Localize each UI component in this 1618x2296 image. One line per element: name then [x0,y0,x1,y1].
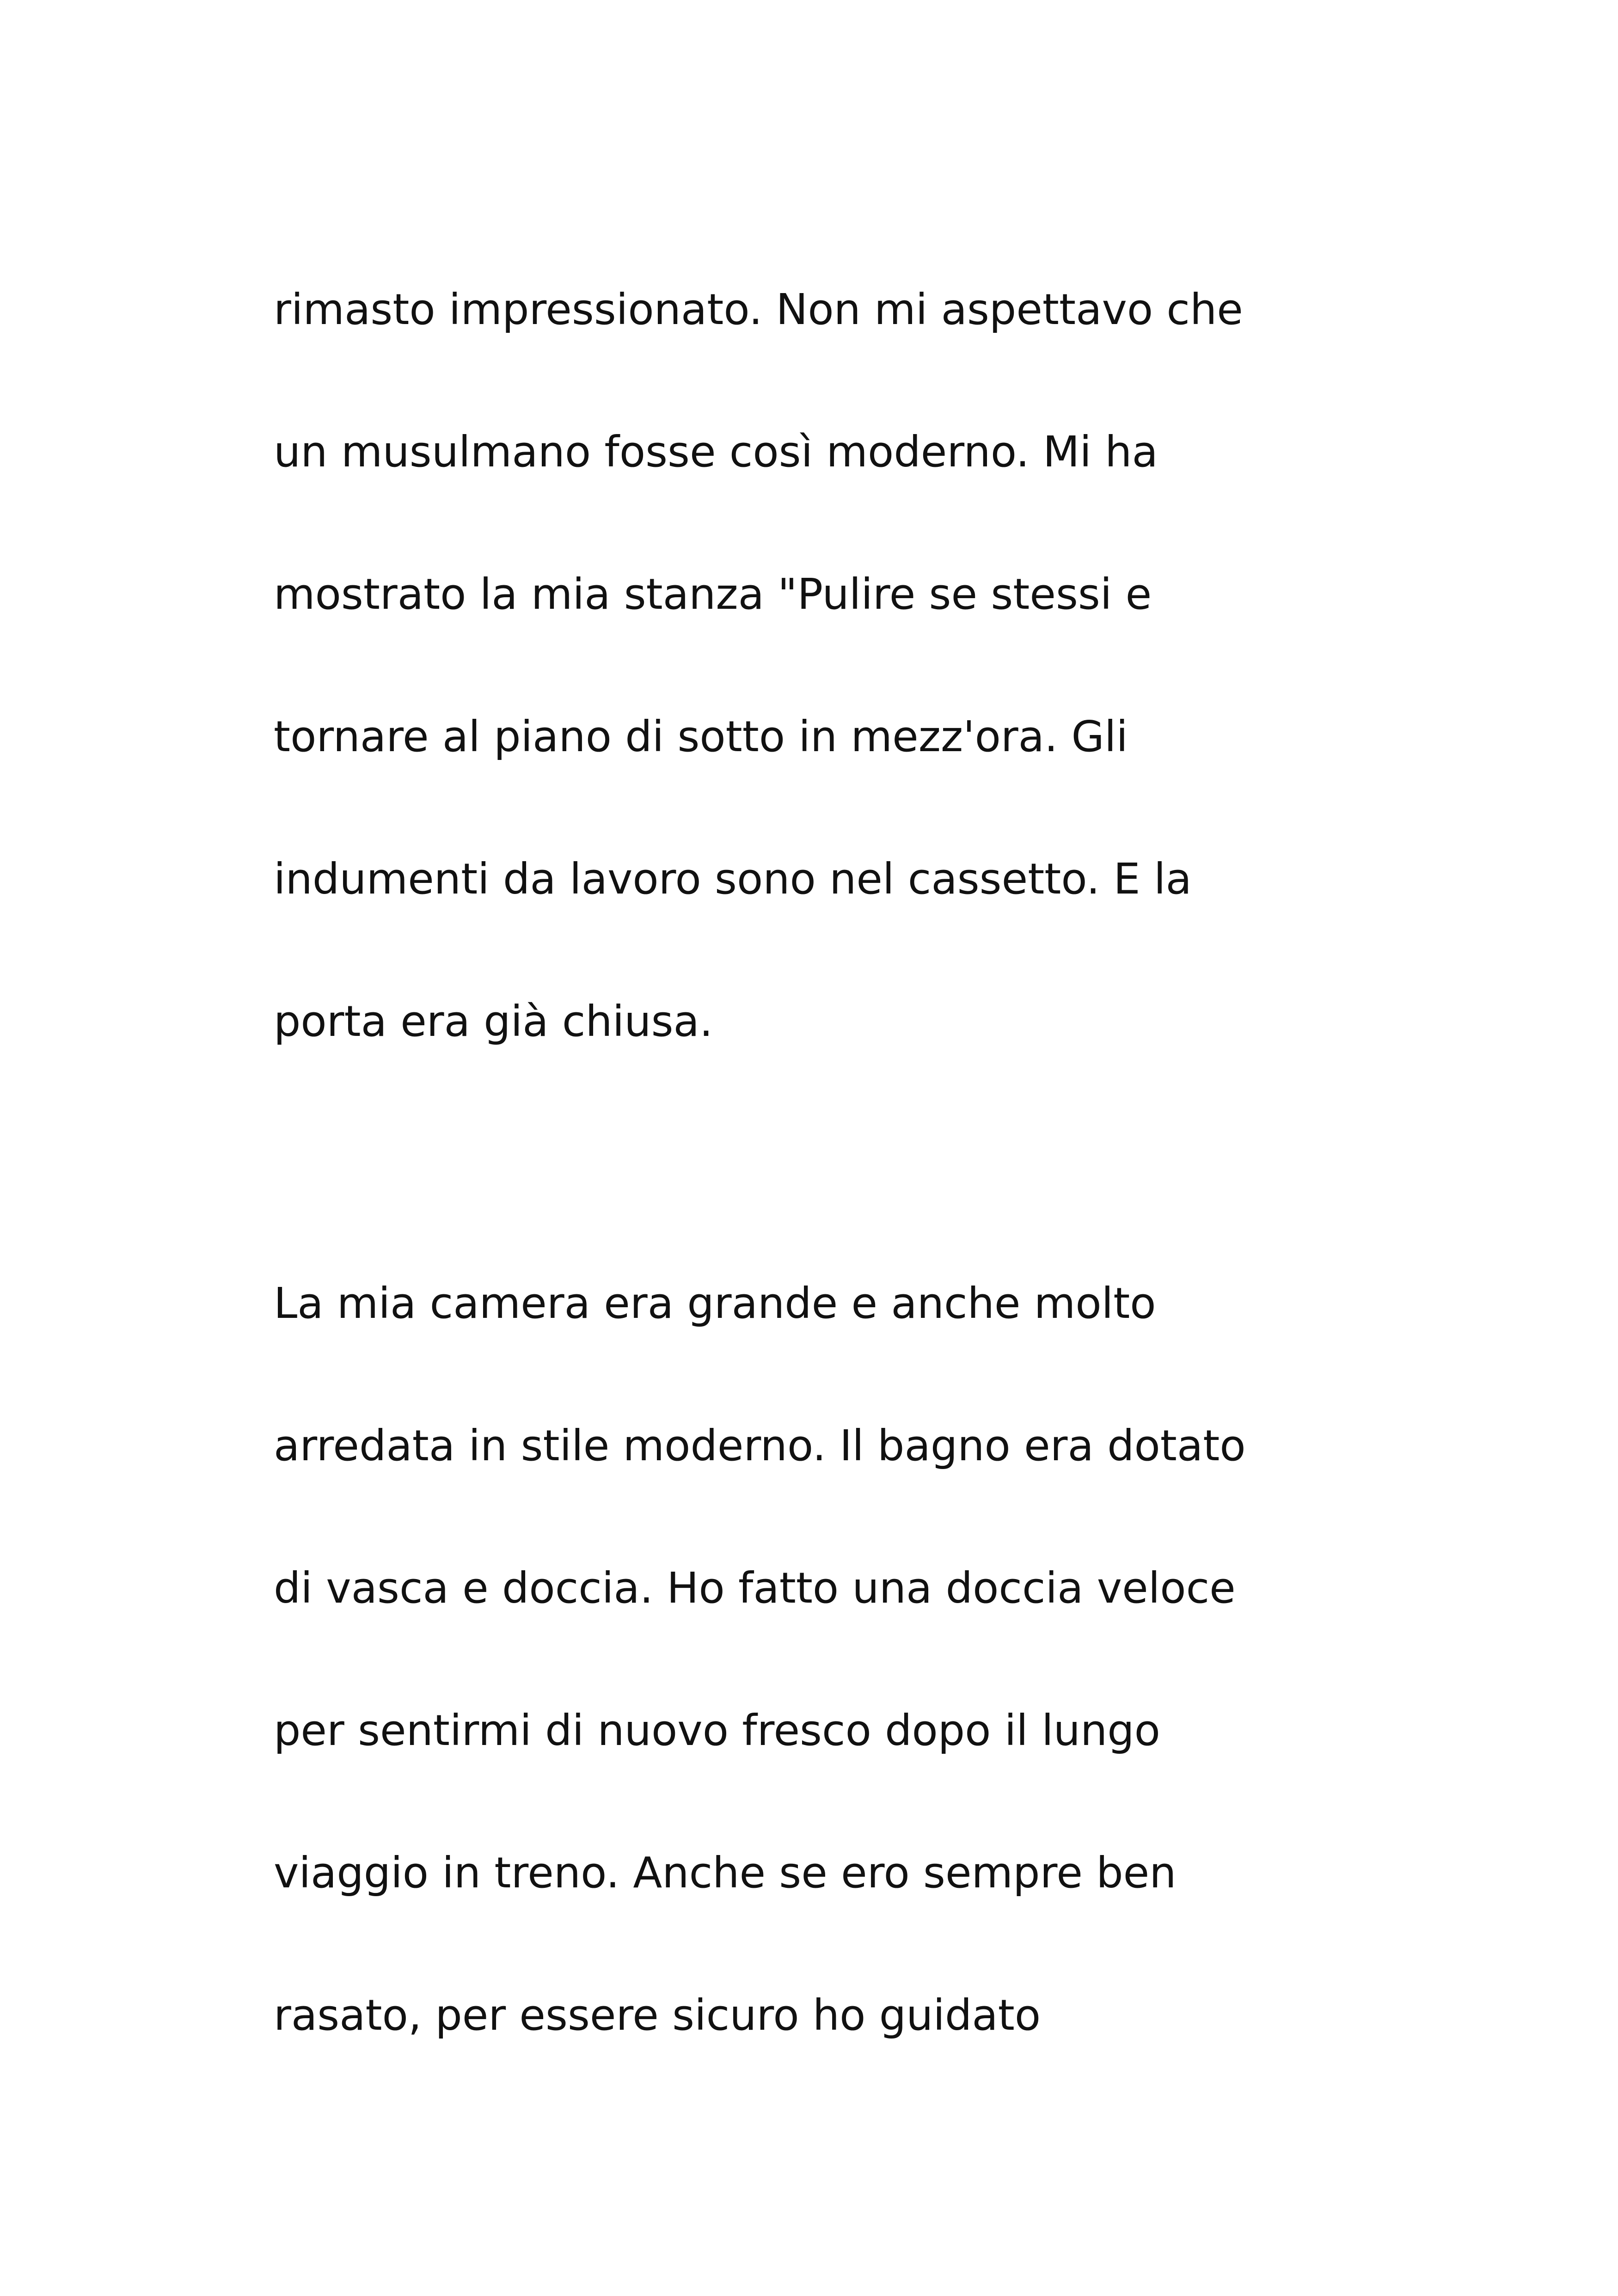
text-line: mostrato la mia stanza "Pulire se stessi e [274,569,1152,619]
text-line: tornare al piano di sotto in mezz'ora. Gli [274,712,1128,761]
text-line: indumenti da lavoro sono nel cassetto. E la [274,854,1192,904]
paragraph-1 [274,285,1383,1143]
paragraph-2 [274,1279,1383,2137]
text-line: La mia camera era grande e anche molto [274,1279,1156,1328]
text-line: arredata in stile moderno. Il bagno era dotato [274,1421,1246,1470]
text-line: per sentirmi di nuovo fresco dopo il lungo [274,1706,1160,1755]
text-line: di vasca e doccia. Ho fatto una doccia veloce [274,1563,1236,1613]
text-line: un musulmano fosse così moderno. Mi ha [274,427,1158,477]
text-line: rasato, per essere sicuro ho guidato [274,1990,1041,2040]
text-line: rimasto impressionato. Non mi aspettavo che [274,285,1243,334]
text-line: porta era già chiusa. [274,997,713,1046]
text-line: viaggio in treno. Anche se ero sempre ben [274,1848,1177,1898]
